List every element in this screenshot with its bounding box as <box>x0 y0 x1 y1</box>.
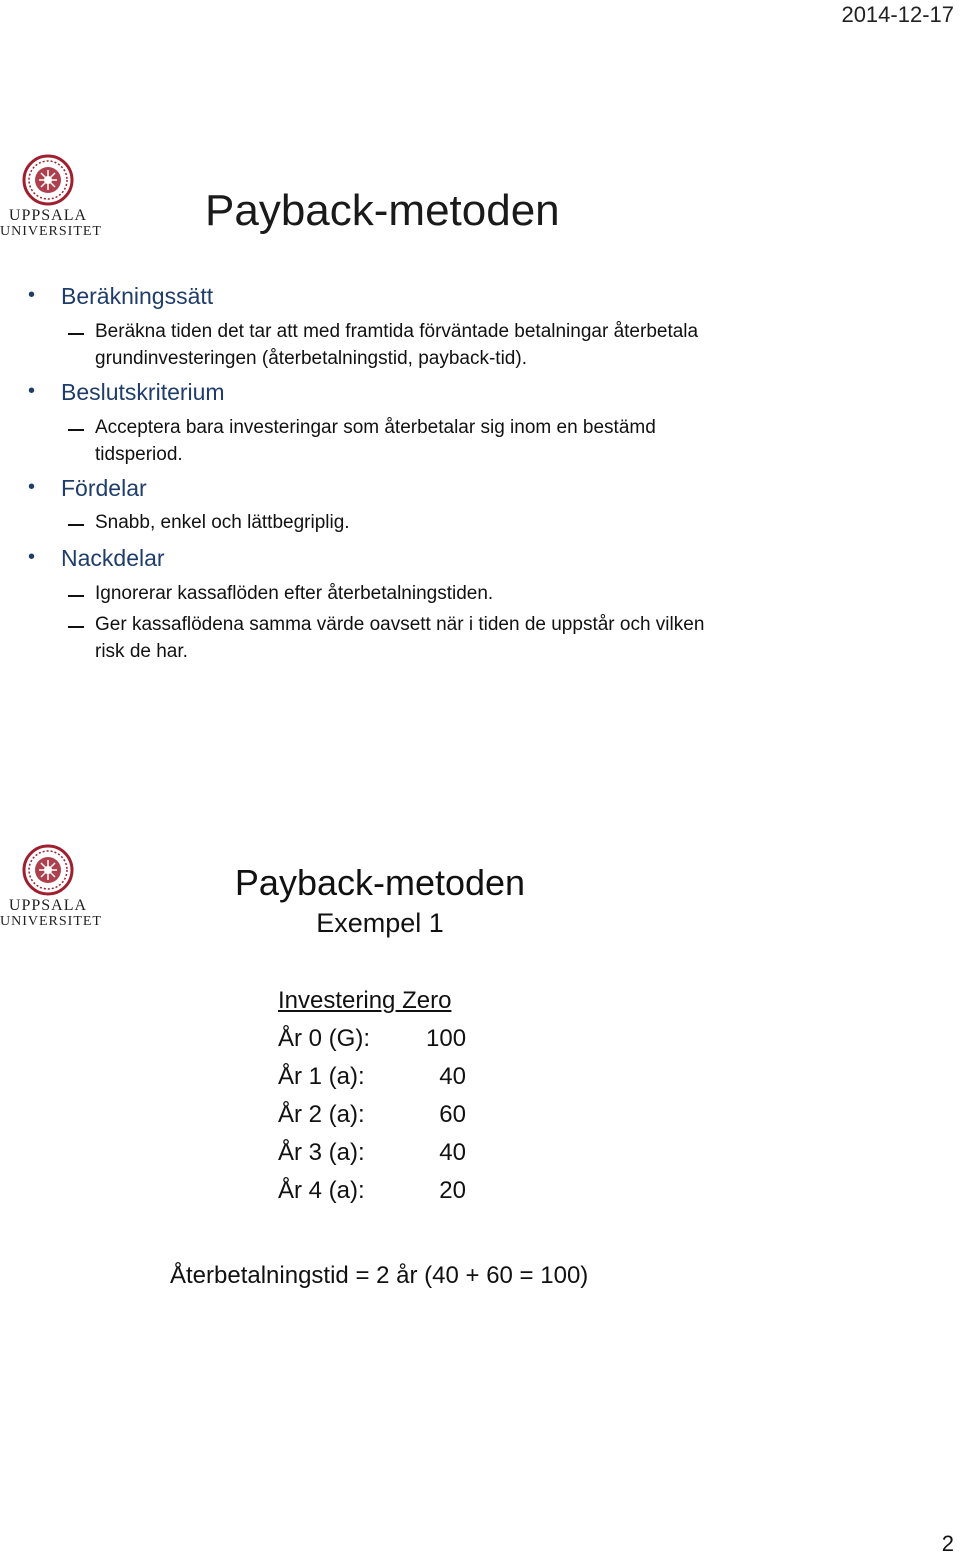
bullet-subitem: Ger kassaflödena samma värde oavsett när i tiden de uppstår och vilken risk de har. <box>95 614 705 662</box>
dash-marker <box>68 595 84 597</box>
bullet-subitem: Snabb, enkel och lättbegriplig. <box>95 512 350 533</box>
header-date: 2014-12-17 <box>841 2 954 27</box>
bullet-subitem: Ignorerar kassaflöden efter återbetalningstiden. <box>95 583 494 604</box>
row-value: 60 <box>439 1101 466 1128</box>
dash-marker <box>68 626 84 628</box>
dash-marker <box>68 333 84 335</box>
bullet-heading: Beslutskriterium <box>61 379 225 405</box>
payback-result: Återbetalningstid = 2 år (40 + 60 = 100) <box>170 1262 589 1289</box>
bullet-subitem: Acceptera bara investeringar som återbetalar sig inom en bestämd tidsperiod. <box>95 417 656 465</box>
row-value: 100 <box>426 1025 467 1052</box>
row-label: År 1 (a): <box>278 1063 365 1090</box>
bullet-heading: Fördelar <box>61 475 147 501</box>
logo-line-2: UNIVERSITET <box>0 913 102 929</box>
row-label: År 3 (a): <box>278 1139 365 1166</box>
slide1-title: Payback-metoden <box>205 186 560 235</box>
example-row <box>278 1139 578 1173</box>
row-label: År 4 (a): <box>278 1177 365 1204</box>
row-label: År 0 (G): <box>278 1025 371 1052</box>
dash-marker <box>68 524 84 526</box>
slide2-subtitle: Exempel 1 <box>316 908 444 938</box>
slide2-title: Payback-metoden <box>234 862 526 903</box>
row-label: År 2 (a): <box>278 1101 365 1128</box>
row-value: 40 <box>439 1139 466 1166</box>
bullet-dot: • <box>28 476 36 498</box>
row-value: 40 <box>439 1063 466 1090</box>
example-row <box>278 1177 578 1211</box>
example-row <box>278 1063 578 1097</box>
bullet-heading: Nackdelar <box>61 545 165 571</box>
row-value: 20 <box>439 1177 466 1204</box>
example-row <box>278 1025 578 1059</box>
university-seal-icon <box>22 152 74 208</box>
university-logo <box>0 152 102 239</box>
dash-marker <box>68 429 84 431</box>
example-row <box>278 1101 578 1135</box>
page-number: 2 <box>941 1531 954 1556</box>
bullet-dot: • <box>28 284 36 306</box>
bullet-heading: Beräkningssätt <box>61 283 214 309</box>
example-heading: Investering Zero <box>278 987 452 1014</box>
bullet-subitem: Beräkna tiden det tar att med framtida förväntade betalningar återbetala grundinvesteringen (återbetalningstid, payback-tid). <box>95 321 699 369</box>
logo-line-1: UPPSALA <box>8 897 88 914</box>
bullet-dot: • <box>28 546 36 568</box>
bullet-dot: • <box>28 380 36 402</box>
logo-line-2: UNIVERSITET <box>0 223 102 239</box>
logo-line-1: UPPSALA <box>8 207 88 224</box>
